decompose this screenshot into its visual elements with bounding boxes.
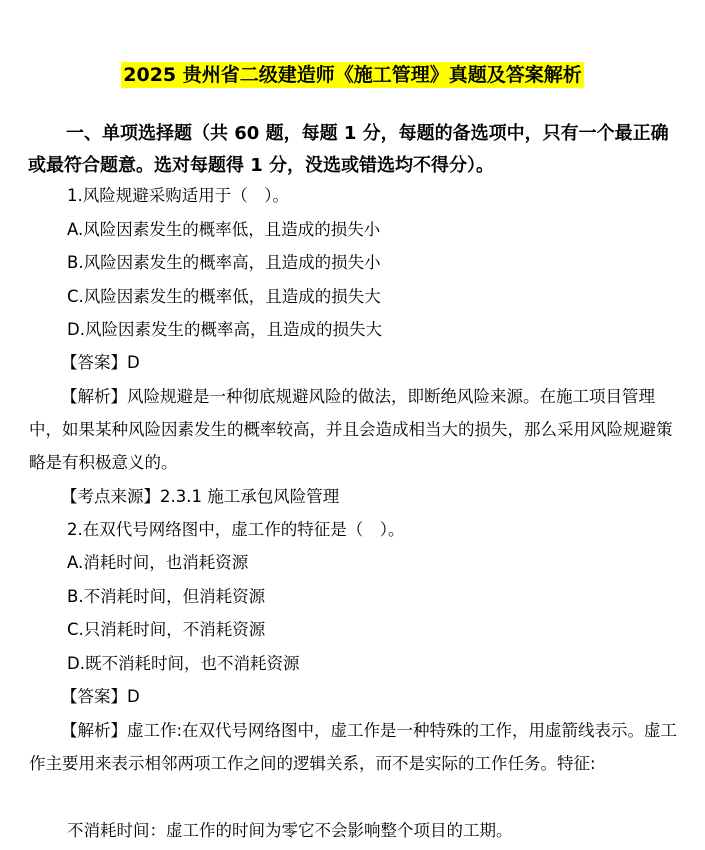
- question-2-answer: 【答案】D: [61, 687, 140, 706]
- question-1-source: 【考点来源】2.3.1 施工承包风险管理: [61, 487, 340, 506]
- question-2-option-d: D.既不消耗时间，也不消耗资源: [67, 654, 300, 673]
- question-2-option-b: B.不消耗时间，但消耗资源: [67, 587, 266, 606]
- question-2-extra: 不消耗时间：虚工作的时间为零它不会影响整个项目的工期。: [67, 821, 513, 840]
- question-1-option-b: B.风险因素发生的概率高，且造成的损失小: [67, 253, 381, 272]
- question-1-option-c: C.风险因素发生的概率低，且造成的损失大: [67, 287, 381, 306]
- question-2-stem: 2.在双代号网络图中，虚工作的特征是（ ）。: [67, 520, 405, 539]
- question-1-stem: 1.风险规避采购适用于（ ）。: [67, 186, 289, 205]
- document-title: 2025 贵州省二级建造师《施工管理》真题及答案解析: [123, 64, 582, 86]
- question-1-option-a: A.风险因素发生的概率低，且造成的损失小: [67, 220, 381, 239]
- question-2-option-a: A.消耗时间，也消耗资源: [67, 553, 249, 572]
- question-1-answer: 【答案】D: [61, 353, 140, 372]
- section-heading: 一、单项选择题（共 60 题，每题 1 分，每题的备选项中，只有一个最正确或最符合题意。选对每题得 1 分，没选或错选均不得分）。: [28, 123, 669, 176]
- question-1-option-d: D.风险因素发生的概率高，且造成的损失大: [67, 320, 382, 339]
- question-2-option-c: C.只消耗时间，不消耗资源: [67, 620, 266, 639]
- document-title-wrapper: [0, 62, 705, 88]
- question-1-analysis: 【解析】风险规避是一种彻底规避风险的做法，即断绝风险来源。在施工项目管理中，如果某种风险因素发生的概率较高，并且会造成相当大的损失，那么采用风险规避策略是有积极意义的。: [29, 387, 673, 472]
- question-2-analysis: 【解析】虚工作:在双代号网络图中，虚工作是一种特殊的工作，用虚箭线表示。虚工作主要用来表示相邻两项工作之间的逻辑关系，而不是实际的工作任务。特征:: [29, 721, 678, 773]
